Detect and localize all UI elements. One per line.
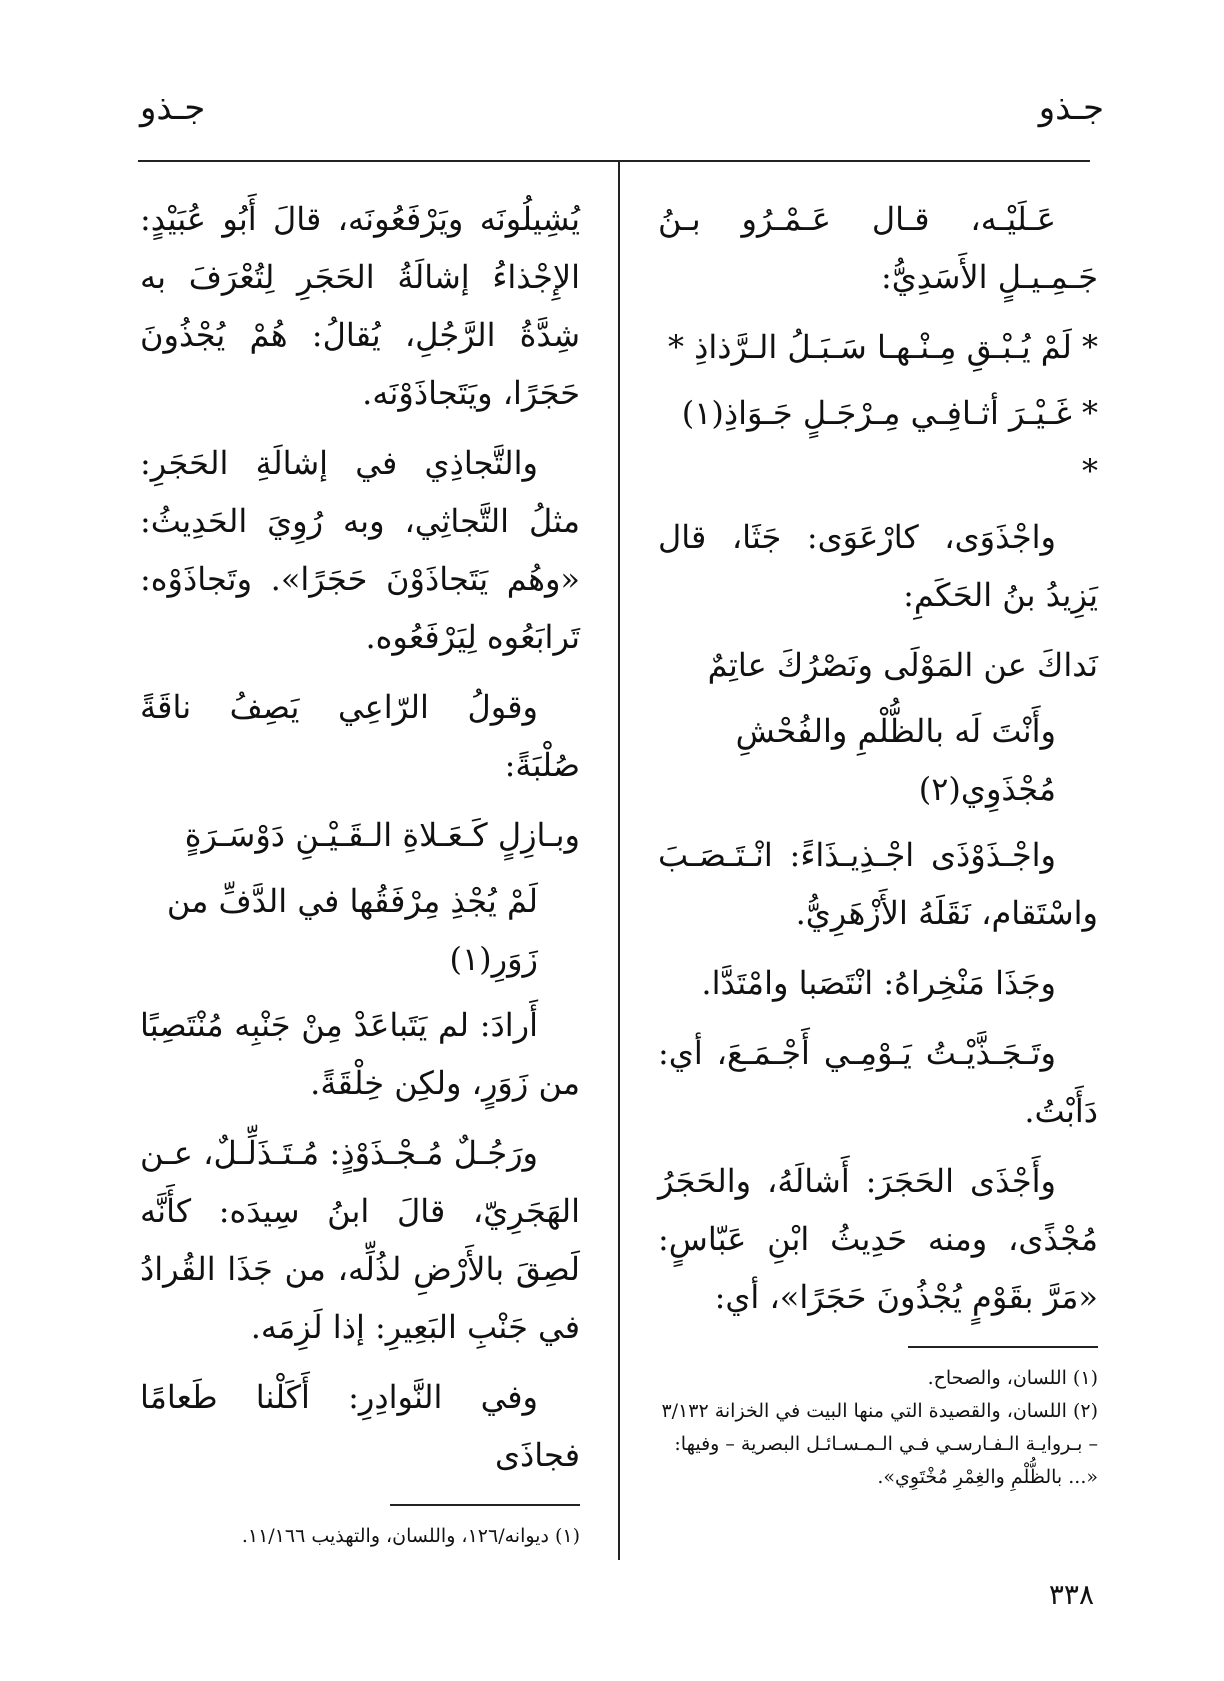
paragraph: واجْـذَوْذَى اجْـذِيـذَاءً: انْـتَـصَـبَ واسْتَقام، نَقَلَهُ الأَزْهَرِيُّ. (658, 836, 1098, 932)
column-divider (618, 160, 620, 1560)
verse-line: * غَـيْـرَ أثـافِـي مِـرْجَـلٍ جَـوَاذِ(١) * (681, 394, 1098, 490)
running-head-right: جـذو (1038, 88, 1104, 128)
paragraph: واجْذَوَى، كارْعَوَى: جَثَا، قال يَزِيدُ بنُ الحَكَمِ: (658, 518, 1098, 614)
verse-line: وأَنْتَ لَه بالظُّلْمِ والفُحْشِ مُجْذَوِي(٢) (735, 712, 1056, 808)
running-head-left: جـذو (140, 88, 206, 128)
paragraph: أَرادَ: لم يَتَباعَدْ مِنْ جَنْبِه مُنْتَصِبًا من زَوَرٍ، ولكِن خِلْقَةً. (140, 1006, 580, 1102)
verse-line: لَمْ يُجْذِ مِرْفَقُها في الدَّفِّ من زَوَرِ(١) (166, 882, 538, 978)
paragraph: وجَذَا مَنْخِراهُ: انْتَصَبا وامْتَدَّا. (701, 964, 1056, 1002)
paragraph: وتَـجَـذَّيْـتُ يَـوْمِـي أَجْـمَـعَ، أي: دَأَبْتُ. (658, 1034, 1098, 1130)
footnote: (٢) اللسان، والقصيدة التي منها البيت في الخزانة ٣/١٣٢ – بـروايـة الـفـارسـي فـي الـمـسـائـل البصرية – وفيها: «... بالظُّلْمِ والغِمْرِ مُخْتَوِي». (661, 1400, 1098, 1488)
paragraph: يُشِيلُونَه ويَرْفَعُونَه، قالَ أَبُو عُبَيْدٍ: الإِجْذاءُ إشالَةُ الحَجَرِ لِتُعْرَفَ به شِدَّةُ الرَّجُلِ، يُقالُ: هُمْ يُجْذُونَ حَجَرًا، ويَتَجاذَوْنَه. (140, 200, 580, 412)
paragraph: وقولُ الرّاعِي يَصِفُ ناقَةً صُلْبَةً: (140, 688, 580, 784)
footnote-rule (908, 1346, 1098, 1348)
verse-line: * لَمْ يُـبْـقِ مِـنْـهـا سَـبَـلُ الـرَّذاذِ * (667, 328, 1098, 366)
paragraph: وفي النَّوادِرِ: أَكَلْنا طَعامًا فجاذَى (140, 1378, 580, 1474)
verse-line: وبـازِلٍ كَـعَـلاةِ الـقَـيْـنِ دَوْسَـرَةٍ (184, 816, 580, 854)
paragraph: عَـلَيْـه، قـال عَـمْـرُو بـنُ جَـمِـيـلٍ الأَسَدِيُّ: (658, 200, 1098, 296)
header-rule (138, 160, 1090, 162)
paragraph: ورَجُـلٌ مُـجْـذَوْذٍ: مُـتَـذَلِّـلٌ، عـن الهَجَرِيّ، قالَ ابنُ سِيدَه: كأَنَّه لَصِقَ بالأَرْضِ لذُلِّه، من جَذَا القُرادُ في جَنْبِ البَعِيرِ: إذا لَزِمَه. (140, 1134, 580, 1346)
footnote: (١) اللسان، والصحاح. (927, 1367, 1098, 1389)
footnote: (١) ديوانه/١٢٦، واللسان، والتهذيب ١١/١٦٦. (241, 1525, 580, 1547)
footnote-rule (390, 1504, 580, 1506)
right-column (658, 190, 1098, 1494)
page-number: ٣٣٨ (1048, 1578, 1094, 1611)
paragraph: وأَجْذَى الحَجَرَ: أَشالَهُ، والحَجَرُ مُجْذًى، ومنه حَدِيثُ ابْنِ عَبّاسٍ: «مَرَّ بقَوْمٍ يُجْذُونَ حَجَرًا»، أي: (658, 1162, 1098, 1316)
paragraph: والتَّجاذِي في إشالَةِ الحَجَرِ: مثلُ التَّجاثِي، وبه رُوِيَ الحَدِيثُ: «وهُم يَتَجاذَوْنَ حَجَرًا». وتَجاذَوْه: تَرابَعُوه لِيَرْفَعُوه. (140, 444, 580, 656)
verse-line: نَداكَ عن المَوْلَى ونَصْرُكَ عاتِمٌ (707, 646, 1098, 684)
left-column (140, 190, 580, 1553)
